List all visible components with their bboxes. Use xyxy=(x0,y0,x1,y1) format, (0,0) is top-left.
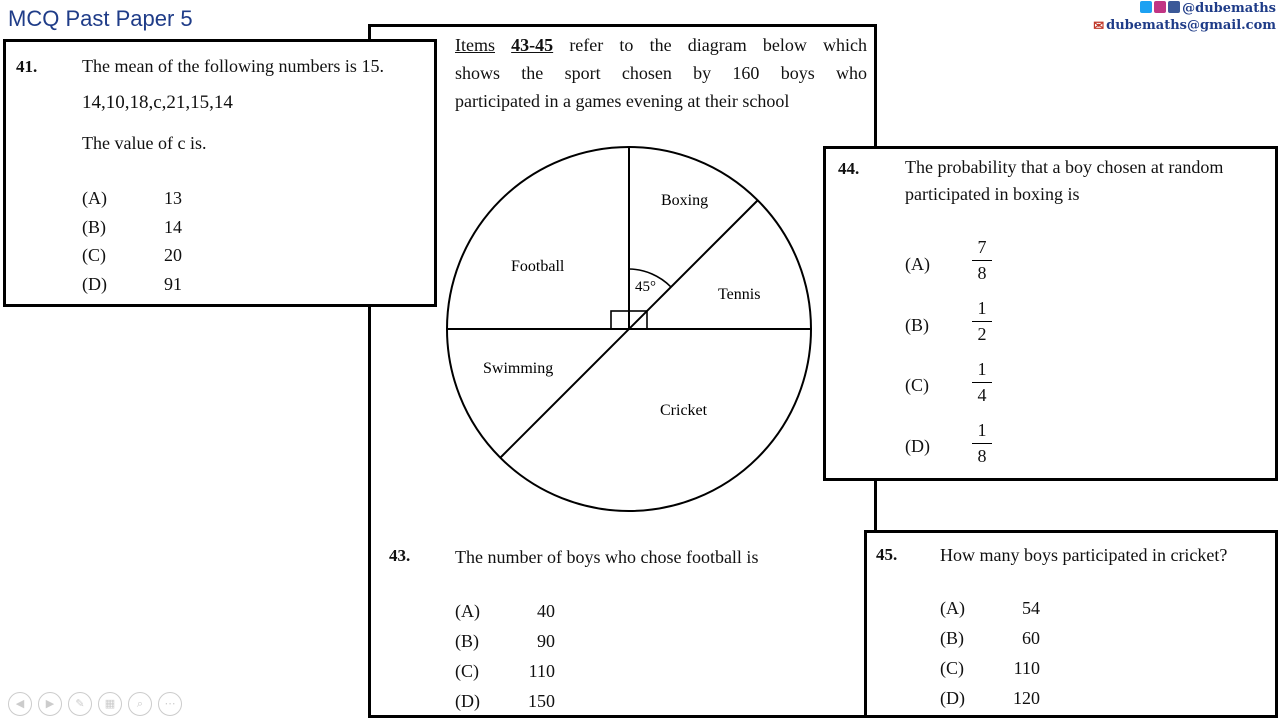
q44-option-b-fraction xyxy=(972,298,992,345)
q45-option-d xyxy=(940,688,1040,709)
q43-text: The number of boys who chose football is xyxy=(455,547,759,567)
option-label: (D) xyxy=(82,274,107,294)
option-value: 120 xyxy=(1013,688,1040,708)
pen-icon[interactable]: ✎ xyxy=(68,692,92,716)
fraction-numerator: 1 xyxy=(977,359,987,379)
zoom-icon[interactable]: ⌕ xyxy=(128,692,152,716)
option-value: 60 xyxy=(1022,628,1040,648)
q44-option-a-label: (A) xyxy=(905,254,930,274)
q45-option-b xyxy=(940,628,1040,649)
q43-number: 43. xyxy=(389,546,411,565)
option-value: 91 xyxy=(164,274,182,294)
option-label: (B) xyxy=(82,217,106,237)
more-icon[interactable]: ⋯ xyxy=(158,692,182,716)
next-icon[interactable]: ▶ xyxy=(38,692,62,716)
slide-title: MCQ Past Paper 5 xyxy=(8,6,193,31)
option-value: 110 xyxy=(1013,658,1040,678)
fraction-denominator: 4 xyxy=(977,385,987,405)
option-label: (C) xyxy=(940,658,964,678)
q44-box xyxy=(823,146,1278,481)
q44-line2: participated in boxing is xyxy=(905,184,1080,204)
pie-diagram xyxy=(441,141,817,517)
q44-line1: The probability that a boy chosen at random xyxy=(905,157,1224,177)
q41-text: The mean of the following numbers is 15. xyxy=(82,56,384,76)
slides-icon[interactable]: ▦ xyxy=(98,692,122,716)
intro-line1: refer to the diagram below which xyxy=(569,35,867,55)
facebook-icon xyxy=(1168,1,1180,13)
q45-text: How many boys participated in cricket? xyxy=(940,545,1228,565)
mail-icon: ✉ xyxy=(1093,19,1105,34)
option-value: 54 xyxy=(1022,598,1040,618)
social-email: dubemaths@gmail.com xyxy=(1106,18,1276,33)
fraction-numerator: 7 xyxy=(977,237,987,257)
q43-option-b xyxy=(455,631,555,652)
option-value: 90 xyxy=(537,631,555,651)
option-value: 40 xyxy=(537,601,555,621)
q41-numbers: 14,10,18,c,21,15,14 xyxy=(82,92,233,113)
q45-box xyxy=(864,530,1278,718)
q44-number: 44. xyxy=(838,159,860,178)
option-value: 14 xyxy=(164,217,182,237)
option-label: (B) xyxy=(940,628,964,648)
option-label: (B) xyxy=(455,631,479,651)
q44-option-d-label: (D) xyxy=(905,436,930,456)
previous-icon[interactable]: ◀ xyxy=(8,692,32,716)
intro-line3: participated in a games evening at their school xyxy=(455,91,790,111)
items-range: 43-45 xyxy=(511,35,554,55)
option-label: (A) xyxy=(82,188,107,208)
q45-option-a xyxy=(940,598,1040,619)
pie-label-football: Football xyxy=(511,258,565,275)
q44-option-d-fraction xyxy=(972,420,992,467)
option-label: (A) xyxy=(940,598,965,618)
option-value: 20 xyxy=(164,245,182,265)
fraction-bar xyxy=(972,382,992,383)
fraction-numerator: 1 xyxy=(977,420,987,440)
q41-prompt: The value of c is. xyxy=(82,133,207,153)
q44-option-a-fraction xyxy=(972,237,992,284)
pie-label-cricket: Cricket xyxy=(660,402,708,419)
q45-option-c xyxy=(940,658,1040,679)
q41-box xyxy=(3,39,437,307)
fraction-bar xyxy=(972,321,992,322)
diagram-box xyxy=(368,24,877,718)
q41-option-a xyxy=(82,188,182,209)
social-info xyxy=(1093,0,1276,35)
q45-number: 45. xyxy=(876,545,898,564)
social-handle: @dubemaths xyxy=(1182,1,1276,16)
option-label: (D) xyxy=(940,688,965,708)
items-intro xyxy=(455,31,867,115)
slideshow-controls xyxy=(8,692,182,716)
items-word: Items xyxy=(455,35,495,55)
pie-label-boxing: Boxing xyxy=(661,192,709,209)
option-value: 150 xyxy=(528,691,555,711)
fraction-denominator: 8 xyxy=(977,263,987,283)
q41-number: 41. xyxy=(16,57,38,76)
q41-option-d xyxy=(82,274,182,295)
q43-option-a xyxy=(455,601,555,622)
q41-option-c xyxy=(82,245,182,266)
q43-option-d xyxy=(455,691,555,712)
q41-option-b xyxy=(82,217,182,238)
angle-label: 45° xyxy=(635,279,656,295)
option-label: (C) xyxy=(455,661,479,681)
option-label: (C) xyxy=(82,245,106,265)
pie-label-swimming: Swimming xyxy=(483,360,554,377)
pie-label-tennis: Tennis xyxy=(718,286,761,303)
q44-option-b-label: (B) xyxy=(905,315,929,335)
right-angle-left xyxy=(611,311,629,329)
q44-option-c-fraction xyxy=(972,359,992,406)
fraction-bar xyxy=(972,260,992,261)
fraction-numerator: 1 xyxy=(977,298,987,318)
option-label: (A) xyxy=(455,601,480,621)
option-label: (D) xyxy=(455,691,480,711)
twitter-icon xyxy=(1140,1,1152,13)
fraction-denominator: 8 xyxy=(977,446,987,466)
option-value: 13 xyxy=(164,188,182,208)
fraction-bar xyxy=(972,443,992,444)
q44-option-c-label: (C) xyxy=(905,375,929,395)
option-value: 110 xyxy=(528,661,555,681)
q43-option-c xyxy=(455,661,555,682)
instagram-icon xyxy=(1154,1,1166,13)
fraction-denominator: 2 xyxy=(977,324,987,344)
intro-line2: shows the sport chosen by 160 boys who xyxy=(455,63,867,83)
